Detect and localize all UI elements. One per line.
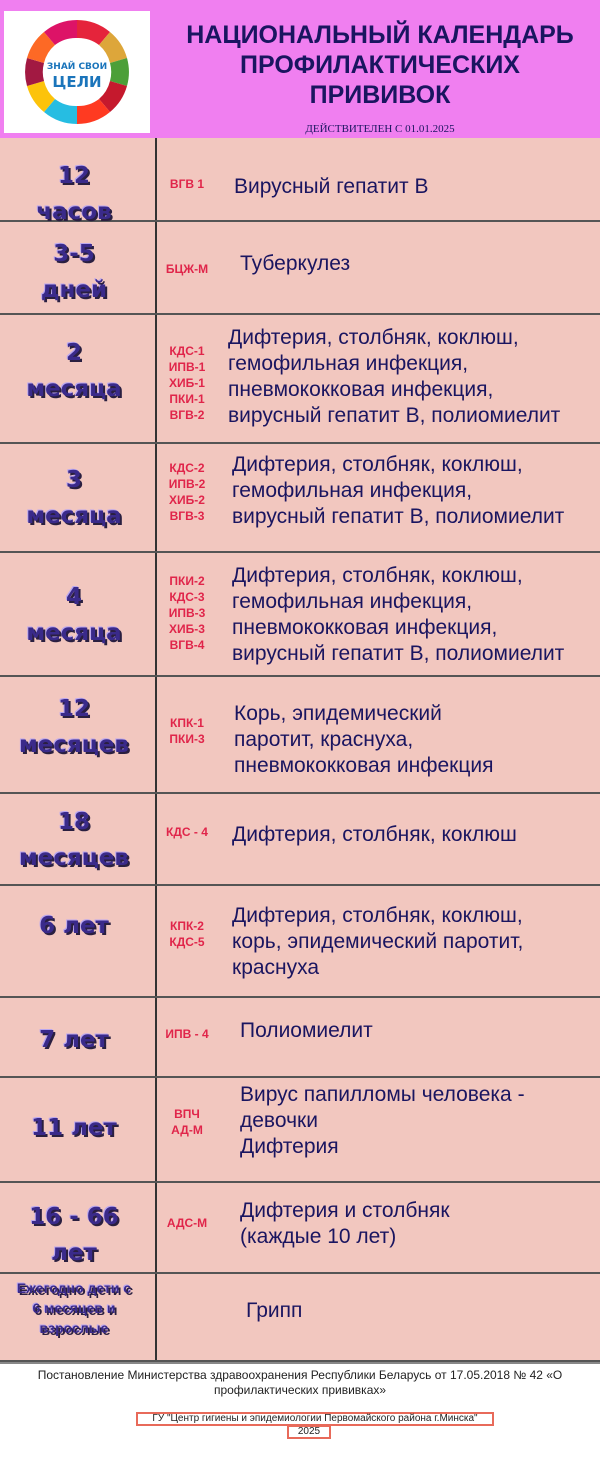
title-line: НАЦИОНАЛЬНЫЙ КАЛЕНДАРЬ	[186, 21, 574, 49]
age-line: 3-5	[53, 241, 95, 267]
vaccine-code: ХИБ-3	[169, 622, 205, 636]
header	[0, 0, 600, 138]
disease-line: вирусный гепатит В, полиомиелит	[228, 404, 561, 427]
age-line: дней	[40, 277, 108, 303]
age-line: 3	[65, 467, 82, 493]
vaccine-code: ИПВ-2	[168, 477, 206, 491]
vaccine-code: ИПВ-3	[168, 606, 206, 620]
disease-line: Дифтерия, столбняк, коклюш,	[228, 326, 519, 349]
vaccine-codes-cell	[157, 824, 217, 840]
vaccine-code: КДС-1	[169, 344, 205, 358]
age-cell	[0, 1278, 148, 1338]
disease-line: пневмококковая инфекция	[234, 754, 494, 777]
age-line: 16 - 66	[29, 1204, 119, 1230]
age-cell	[0, 804, 148, 876]
age-line: 6 месяцев и	[32, 1300, 116, 1316]
disease-line: Вирус папилломы человека -	[240, 1083, 525, 1106]
age-line: 12	[57, 696, 90, 722]
disease-description-cell	[232, 452, 564, 530]
vaccine-code: КДС-3	[169, 590, 205, 604]
disease-description-cell	[234, 701, 494, 779]
age-line: 6 лет	[39, 913, 109, 939]
age-cell	[0, 236, 148, 308]
table-row	[0, 1078, 600, 1183]
table-row	[0, 444, 600, 553]
disease-line: девочки	[240, 1109, 318, 1132]
age-line: месяца	[26, 376, 122, 402]
disease-line: Дифтерия, столбняк, коклюш,	[232, 904, 523, 927]
vaccine-code: ПКИ-3	[169, 732, 205, 746]
age-line: месяца	[26, 620, 122, 646]
disease-line: Дифтерия, столбняк, коклюш,	[232, 453, 523, 476]
vaccine-code: ИПВ-1	[168, 360, 206, 374]
vaccine-code: ВПЧ	[174, 1107, 200, 1121]
disease-line: паротит, краснуха,	[234, 728, 414, 751]
vaccine-code: ПКИ-1	[169, 392, 205, 406]
disease-line: краснуха	[232, 956, 320, 979]
vaccine-code: КДС-2	[169, 461, 205, 475]
age-cell	[0, 1199, 148, 1271]
disease-line: корь, эпидемический паротит,	[232, 930, 524, 953]
vaccine-code: ВГВ 1	[169, 177, 205, 191]
vaccine-codes-cell	[157, 715, 217, 747]
year-label: 2025	[287, 1425, 331, 1439]
age-cell	[0, 1022, 148, 1058]
disease-line: Дифтерия и столбняк	[240, 1199, 450, 1222]
age-line: 4	[65, 584, 82, 610]
vaccine-codes-cell	[157, 1215, 217, 1231]
table-row	[0, 998, 600, 1078]
age-line: месяцев	[18, 732, 129, 758]
disease-line: Дифтерия, столбняк, коклюш,	[232, 564, 523, 587]
page-title	[160, 20, 600, 110]
vaccine-codes-cell	[157, 261, 217, 277]
disease-line: Вирусный гепатит В	[234, 175, 429, 198]
table-row	[0, 677, 600, 794]
disease-line: Дифтерия, столбняк, коклюш	[232, 823, 517, 846]
table-row	[0, 886, 600, 998]
age-cell	[0, 1110, 148, 1146]
footer	[0, 1362, 600, 1457]
age-cell	[0, 691, 148, 763]
age-cell	[0, 908, 148, 944]
vaccine-codes-cell	[157, 176, 217, 192]
disease-description-cell	[240, 1018, 373, 1044]
age-line: 18	[57, 809, 90, 835]
vaccine-code: ВГВ-3	[169, 509, 205, 523]
regulation-reference	[30, 1368, 570, 1398]
vaccine-code: АДС-М	[166, 1216, 208, 1230]
logo-line-2: ЦЕЛИ	[52, 73, 102, 91]
vaccine-code: КПК-2	[170, 919, 204, 933]
title-line: ПРИВИВОК	[309, 81, 451, 109]
disease-line: пневмококковая инфекция,	[228, 378, 494, 401]
age-line: Ежегодно дети с	[16, 1280, 132, 1296]
table-row	[0, 794, 600, 886]
disease-line: Полиомиелит	[240, 1019, 373, 1042]
disease-line: Туберкулез	[240, 252, 351, 275]
age-line: месяцев	[18, 845, 129, 871]
sdg-wheel-icon	[22, 17, 132, 127]
vaccine-code: БЦЖ-М	[165, 262, 209, 276]
disease-description-cell	[234, 174, 428, 200]
vaccine-code: КДС - 4	[166, 825, 208, 839]
disease-description-cell	[240, 251, 350, 277]
disease-line: Грипп	[246, 1299, 303, 1322]
table-row	[0, 222, 600, 315]
vaccine-code: АД-М	[171, 1123, 203, 1137]
age-line: 11 лет	[31, 1115, 117, 1141]
disease-description-cell	[232, 563, 564, 667]
vaccine-codes-cell	[157, 918, 217, 950]
table-row	[0, 138, 600, 225]
vaccine-code: ИПВ - 4	[165, 1027, 209, 1041]
vaccine-code: ВГВ-2	[169, 408, 205, 422]
table-row	[0, 315, 600, 444]
disease-description-cell	[240, 1082, 525, 1160]
age-line: взрослые	[39, 1320, 109, 1336]
reference-line: Постановление Министерства здравоохранения Республики Беларусь от 17.05.2018 № 42 «О	[37, 1368, 563, 1382]
vaccine-code: ХИБ-2	[169, 493, 205, 507]
age-line: 2	[65, 340, 82, 366]
disease-line: гемофильная инфекция,	[232, 590, 473, 613]
disease-line: гемофильная инфекция,	[232, 479, 473, 502]
age-line: 7 лет	[39, 1027, 109, 1053]
vaccine-code: КПК-1	[170, 716, 204, 730]
vaccine-codes-cell	[157, 1106, 217, 1138]
age-line: лет	[51, 1240, 97, 1266]
table-row	[0, 1183, 600, 1274]
title-line: ПРОФИЛАКТИЧЕСКИХ	[240, 51, 520, 79]
vaccine-codes-cell	[157, 343, 217, 423]
vaccine-codes-cell	[157, 460, 217, 524]
age-line: 12	[57, 163, 90, 189]
valid-from-text: ДЕЙСТВИТЕЛЕН С 01.01.2025	[305, 123, 455, 135]
vaccine-codes-cell	[157, 573, 217, 653]
age-cell	[0, 462, 148, 534]
age-cell	[0, 335, 148, 407]
age-line: месяца	[26, 503, 122, 529]
disease-line: вирусный гепатит В, полиомиелит	[232, 505, 565, 528]
vaccine-code: ВГВ-4	[169, 638, 205, 652]
disease-description-cell	[228, 325, 560, 429]
disease-line: (каждые 10 лет)	[240, 1225, 397, 1248]
vaccine-code: КДС-5	[169, 935, 205, 949]
vaccine-code: ПКИ-2	[169, 574, 205, 588]
logo-line-1: ЗНАЙ СВОИ	[46, 62, 108, 72]
table-row	[0, 553, 600, 677]
age-cell	[0, 579, 148, 651]
disease-line: гемофильная инфекция,	[228, 352, 469, 375]
disease-description-cell	[232, 903, 523, 981]
age-cell	[0, 158, 148, 230]
organization-label: ГУ "Центр гигиены и эпидемиологии Первомайского района г.Минска"	[136, 1412, 494, 1426]
disease-line: Корь, эпидемический	[234, 702, 442, 725]
disease-description-cell	[232, 822, 517, 848]
sdg-logo	[4, 11, 150, 133]
vaccine-codes-cell	[157, 1026, 217, 1042]
disease-description-cell	[246, 1298, 302, 1324]
table-row	[0, 1274, 600, 1362]
vaccine-code: ХИБ-1	[169, 376, 205, 390]
disease-description-cell	[240, 1198, 450, 1250]
disease-line: пневмококковая инфекция,	[232, 616, 498, 639]
disease-line: вирусный гепатит В, полиомиелит	[232, 642, 565, 665]
reference-line: профилактических прививках»	[213, 1383, 387, 1397]
disease-line: Дифтерия	[240, 1135, 339, 1158]
age-line: часов	[36, 199, 112, 225]
